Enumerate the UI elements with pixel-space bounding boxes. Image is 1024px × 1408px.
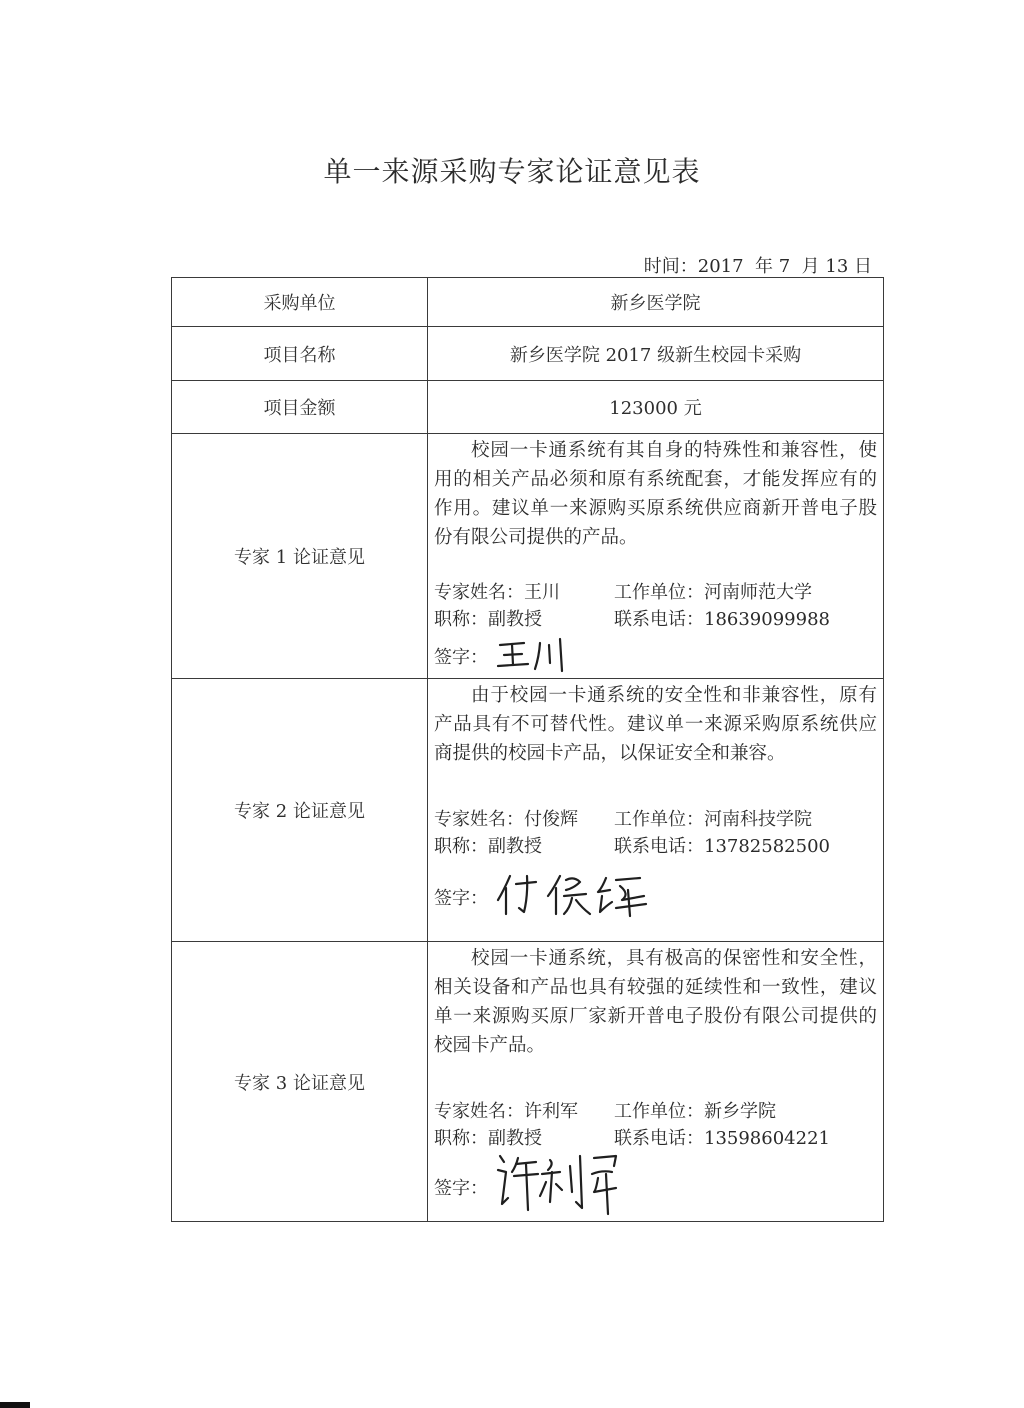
expert-2-name: 专家姓名：付俊辉 [434,809,578,830]
expert-3-opinion: 校园一卡通系统，具有极高的保密性和安全性，相关设备和产品也具有较强的延续性和一致性，建议单一来源购买原厂家新开普电子股份有限公司提供的校园卡产品。 [434,948,877,1056]
expert-1-cell [428,434,884,679]
table-row-expert-1 [172,434,884,679]
expert-1-info [434,579,877,633]
expert-3-sign-line [434,1152,877,1221]
expert-3-signature [494,1152,624,1221]
table-row-project [172,327,884,381]
label-amount: 项目金额 [172,381,428,434]
value-amount: 123000 元 [428,381,884,434]
label-project: 项目名称 [172,327,428,381]
expert-3-unit: 工作单位：新乡学院 [614,1101,776,1122]
expert-1-unit: 工作单位：河南师范大学 [614,582,812,603]
expert-2-info [434,806,877,860]
expert-1-opinion: 校园一卡通系统有其自身的特殊性和兼容性，使用的相关产品必须和原有系统配套，才能发挥应有的作用。建议单一来源购买原系统供应商新开普电子股份有限公司提供的产品。 [434,440,877,548]
expert-3-cell [428,942,884,1222]
expert-2-cell [428,679,884,942]
expert-2-unit: 工作单位：河南科技学院 [614,809,812,830]
label-expert-3: 专家 3 论证意见 [172,942,428,1222]
expert-opinion-table [171,277,884,1222]
label-expert-2: 专家 2 论证意见 [172,679,428,942]
expert-2-sign-label: 签字： [434,887,488,909]
expert-2-phone: 联系电话：13782582500 [614,836,830,857]
table-row-expert-3 [172,942,884,1222]
expert-3-name: 专家姓名：许利军 [434,1101,578,1122]
expert-2-signature [494,870,664,923]
expert-3-sign-label: 签字： [434,1177,488,1199]
expert-2-sign-line [434,870,877,923]
expert-1-signature [494,633,584,678]
expert-3-info [434,1098,877,1152]
table-row-expert-2 [172,679,884,942]
expert-2-opinion: 由于校园一卡通系统的安全性和非兼容性，原有产品具有不可替代性。建议单一来源采购原系统供应商提供的校园卡产品，以保证安全和兼容。 [434,685,877,764]
label-unit: 采购单位 [172,278,428,327]
expert-3-phone: 联系电话：13598604221 [614,1128,830,1149]
value-project: 新乡医学院 2017 级新生校园卡采购 [428,327,884,381]
table-row-unit [172,278,884,327]
label-expert-1: 专家 1 论证意见 [172,434,428,679]
value-unit: 新乡医学院 [428,278,884,327]
page-title: 单一来源采购专家论证意见表 [323,155,701,188]
expert-2-title: 职称：副教授 [434,836,542,857]
expert-1-name: 专家姓名：王川 [434,582,560,603]
scan-edge-mark [0,1402,30,1408]
expert-1-phone: 联系电话：18639099988 [614,609,830,630]
expert-1-title: 职称：副教授 [434,609,542,630]
expert-1-sign-label: 签字： [434,646,488,668]
table-row-amount [172,381,884,434]
expert-3-title: 职称：副教授 [434,1128,542,1149]
expert-1-sign-line [434,633,877,678]
form-date: 时间：2017 年 7 月 13 日 [643,256,872,277]
